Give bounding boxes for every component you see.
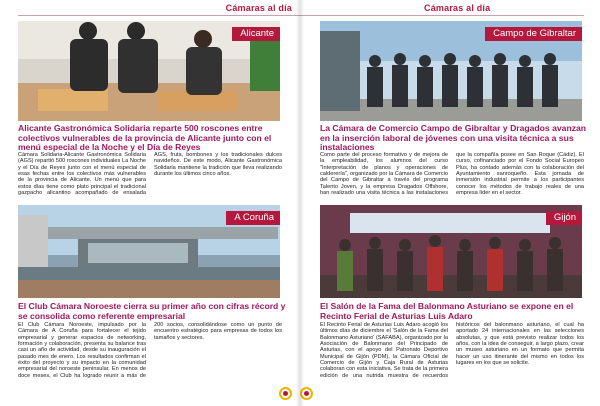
article-body: El Club Cámara Noroeste, impulsado por la Cámara de A Coruña para fortalecer el tejido empresarial y generar espacios de networking, formación y colaboración, presenta su balance tras casi un año de actividad, desde su inauguración el pasado mes de enero. Los resultados confirman el éxito del proyecto y su impacto en la comunidad empresarial del noroeste peninsular. En menos de doce meses, el Club ha logrado reunir a más de 200 socios, consolidándose como un punto de encuentro estratégico para empresas de todos los tamaños y sectores.	[18, 322, 282, 379]
location-badge: A Coruña	[226, 211, 280, 225]
page-gutter	[296, 0, 304, 406]
article-body: Como parte del proceso formativo y de mejora de la empleabilidad, los alumnos del curso "Interpretación de planos y operaciones de calderería", organizado por la Cámara de Comercio del Campo de Gibraltar a través del programa Talento Joven, y la empresa Dragados Offshore, han realizado una visita técnica a las instalaciones que la compañía posee en San Roque (Cádiz). El curso, cofinanciado por el Fondo Social Europeo Plus, ha contado además con la colaboración del Ayuntamiento sanroqueño. Esta jornada de inmersión industrial permite a los participantes conocer los métodos de trabajo reales de una empresa líder en el sector.	[320, 152, 584, 197]
article-title: El Club Cámara Noroeste cierra su primer año con cifras récord y se consolida como referente empresarial	[18, 301, 286, 321]
section-header: Cámaras al día	[225, 3, 292, 13]
gibraltar-photo	[320, 21, 582, 121]
article-title: El Salón de la Fama del Balonmano Asturiano se expone en el Recinto Ferial de Asturias Luis Adaro	[320, 301, 574, 321]
acoruna-photo	[18, 205, 280, 298]
alicante-photo	[18, 21, 280, 121]
section-header: Cámaras al día	[424, 3, 491, 13]
right-page	[300, 0, 600, 406]
article-body: El Recinto Ferial de Asturias Luis Adaro acogió los últimos días de diciembre el 'Salón de la Fama del Balonmano Asturiano' (SAFABA), organizado por la Asociación de Balonmano del Principado de Asturias, con el apoyo del Patronato Deportivo Municipal de Gijón (PDM), la Cámara Oficial de Comercio de Gijón y Caja Rural de Asturias colaboran con esta iniciativa. Se trata de la primera edición de una nutrida muestra de recuerdos históricos del balonmano asturiano, el cual ha aportado 24 internacionales en las selecciones absolutas, y que está previsto realizar todos los años, con la idea de conseguir, a largo plazo, crear un museo asturiano en un formato que permita hacer un uso itinerante del mismo en todos los lugares en los que se solicite.	[320, 322, 584, 379]
location-badge: Gijón	[546, 211, 582, 225]
article-title: La Cámara de Comercio Campo de Gibraltar y Dragados avanzan en la inserción laboral de jóvenes con una visita técnica a sus instalaciones	[320, 123, 587, 153]
header-rule	[300, 15, 584, 16]
article-body: Cámara Solidaria-Alicante Gastronómica Solidaria (AGS) repartió 500 roscones individuales La Noche y el Día de Reyes junto con el menú especial de esas fechas entre los colectivos más vulnerables de la provincia de Alicante. Un menú que para estos días tiene como plato principal el tradicional gazpacho alicantino acompañado de ensalada AGS, fruta, bombones y los tradicionales dulces navideños. De este modo, Alicante Gastronómica Solidaria mantiene la tradición que lleva realizando durante los últimos cinco años.	[18, 152, 282, 197]
camara-logo-icon	[279, 387, 292, 400]
article-title: Alicante Gastronómica Solidaria reparte 500 roscones entre colectivos vulnerables de la provincia de Alicante junto con el menú especial de la Noche y el Día de Reyes	[18, 123, 272, 153]
location-badge: Alicante	[232, 27, 280, 41]
group-photo-image	[320, 205, 582, 298]
gijon-photo	[320, 205, 582, 298]
header-rule	[18, 15, 300, 16]
location-badge: Campo de Gibraltar	[485, 27, 582, 41]
